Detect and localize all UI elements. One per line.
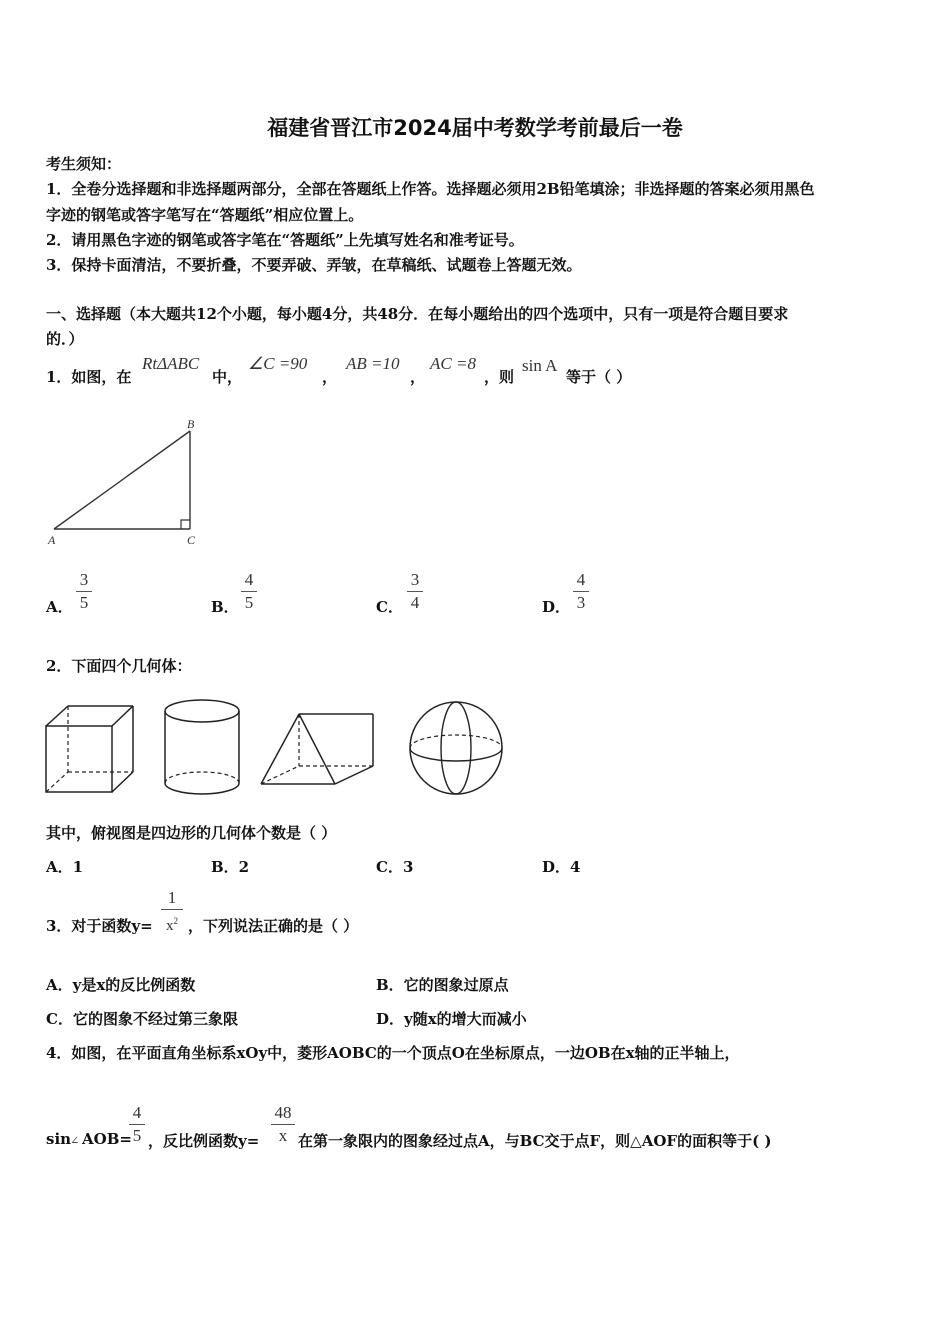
q4-suffix: 在第一象限内的图象经过点A，与BC交于点F，则△AOF的面积等于( ) (298, 1132, 772, 1150)
q4-frac1-num: 4 (132, 1103, 142, 1122)
q1-option-c-num: 3 (410, 570, 420, 589)
q1-prefix: 1．如图，在 (46, 368, 132, 386)
triangle-figure (40, 412, 210, 552)
notice-item-3: 3．保持卡面清洁，不要折叠，不要弄破、弄皱，在草稿纸、试题卷上答题无效。 (46, 256, 582, 274)
q1-mid: 中， (212, 368, 243, 386)
q1-option-b-fraction (241, 571, 257, 612)
q3-num: 1 (167, 888, 177, 907)
q4-fraction-1 (129, 1104, 145, 1145)
q1-suffix: 等于（ ） (566, 368, 632, 386)
prism-figure (256, 708, 380, 788)
q3-prefix: 3．对于函数y= (46, 917, 153, 935)
q1-option-b-label: B． (211, 598, 239, 616)
page-title: 福建省晋江市2024届中考数学考前最后一卷 (267, 116, 683, 140)
q1-option-a-num: 3 (79, 570, 89, 589)
q1-option-a-label: A． (46, 598, 73, 616)
q1-triangle: RtΔABC (142, 354, 200, 373)
q2-option-d: D．4 (542, 858, 581, 876)
q1-option-c-label: C． (376, 598, 403, 616)
cube-figure (42, 702, 138, 798)
q4-fraction-2 (271, 1104, 295, 1145)
notice-heading: 考生须知： (46, 155, 122, 173)
sphere-figure (404, 696, 508, 800)
q1-option-d-den: 3 (576, 593, 586, 612)
q1-sin: sin A (522, 356, 558, 375)
q3-fraction (161, 889, 183, 935)
q4-line-1: 4．如图，在平面直角坐标系xOy中，菱形AOBC的一个顶点O在坐标原点，一边OB在x轴的正半轴上， (46, 1044, 740, 1062)
q1-option-b-num: 4 (244, 570, 254, 589)
q1-option-c-fraction (407, 571, 423, 612)
q4-sin: sin (46, 1130, 72, 1148)
q4-aob: AOB= (82, 1130, 132, 1148)
vertex-label-c: C (187, 533, 196, 547)
notice-item-1b: 字迹的钢笔或答字笔写在“答题纸”相应位置上。 (46, 206, 364, 224)
q2-option-c: C．3 (376, 858, 414, 876)
notice-item-1a: 1．全卷分选择题和非选择题两部分，全部在答题纸上作答。选择题必须用2B铅笔填涂；非选择题的答案必须用黑色 (46, 180, 815, 198)
q4-frac2-den: x (278, 1126, 288, 1145)
q3-option-b: B．它的图象过原点 (376, 976, 509, 994)
section-heading-2: 的．） (46, 330, 84, 348)
q1-ac: AC =8 (430, 354, 476, 373)
q1-angle: ∠C =90 (248, 354, 308, 373)
vertex-label-a: A (48, 533, 56, 547)
q3-den: x (166, 918, 174, 934)
q1-option-b-den: 5 (244, 593, 254, 612)
vertex-label-b: B (187, 417, 195, 431)
q3-suffix: ，下列说法正确的是（ ） (188, 917, 359, 935)
q3-option-c: C．它的图象不经过第三象限 (46, 1010, 238, 1028)
q1-ab: AB =10 (346, 354, 400, 373)
q3-exp: 2 (173, 916, 178, 926)
q2-option-a: A．1 (46, 858, 84, 876)
q1-option-a-fraction (76, 571, 92, 612)
q1-option-a-den: 5 (79, 593, 89, 612)
q1-option-c-den: 4 (410, 593, 420, 612)
q3-option-a: A．y是x的反比例函数 (46, 976, 196, 994)
q1-option-d-num: 4 (576, 570, 586, 589)
q4-mid: ，反比例函数y= (148, 1132, 260, 1150)
q2-question: 其中，俯视图是四边形的几何体个数是（ ） (46, 824, 337, 842)
q1-comma-2: ， (410, 368, 426, 386)
section-heading-1: 一、选择题（本大题共12个小题，每小题4分，共48分．在每小题给出的四个选项中，只有一项是符合题目要求 (46, 305, 789, 323)
q4-angle-symbol: ∠ (70, 1134, 80, 1147)
q2-stem: 2．下面四个几何体： (46, 657, 192, 675)
q1-option-d-label: D． (542, 598, 571, 616)
q1-comma-1: ， (322, 368, 338, 386)
q4-frac1-den: 5 (132, 1126, 142, 1145)
q3-option-d: D．y随x的增大而减小 (376, 1010, 527, 1028)
cylinder-figure (162, 697, 246, 801)
q1-option-d-fraction (573, 571, 589, 612)
q4-frac2-num: 48 (274, 1103, 292, 1122)
q1-then: ，则 (484, 368, 515, 386)
q2-option-b: B．2 (211, 858, 250, 876)
notice-item-2: 2．请用黑色字迹的钢笔或答字笔在“答题纸”上先填写姓名和准考证号。 (46, 231, 524, 249)
